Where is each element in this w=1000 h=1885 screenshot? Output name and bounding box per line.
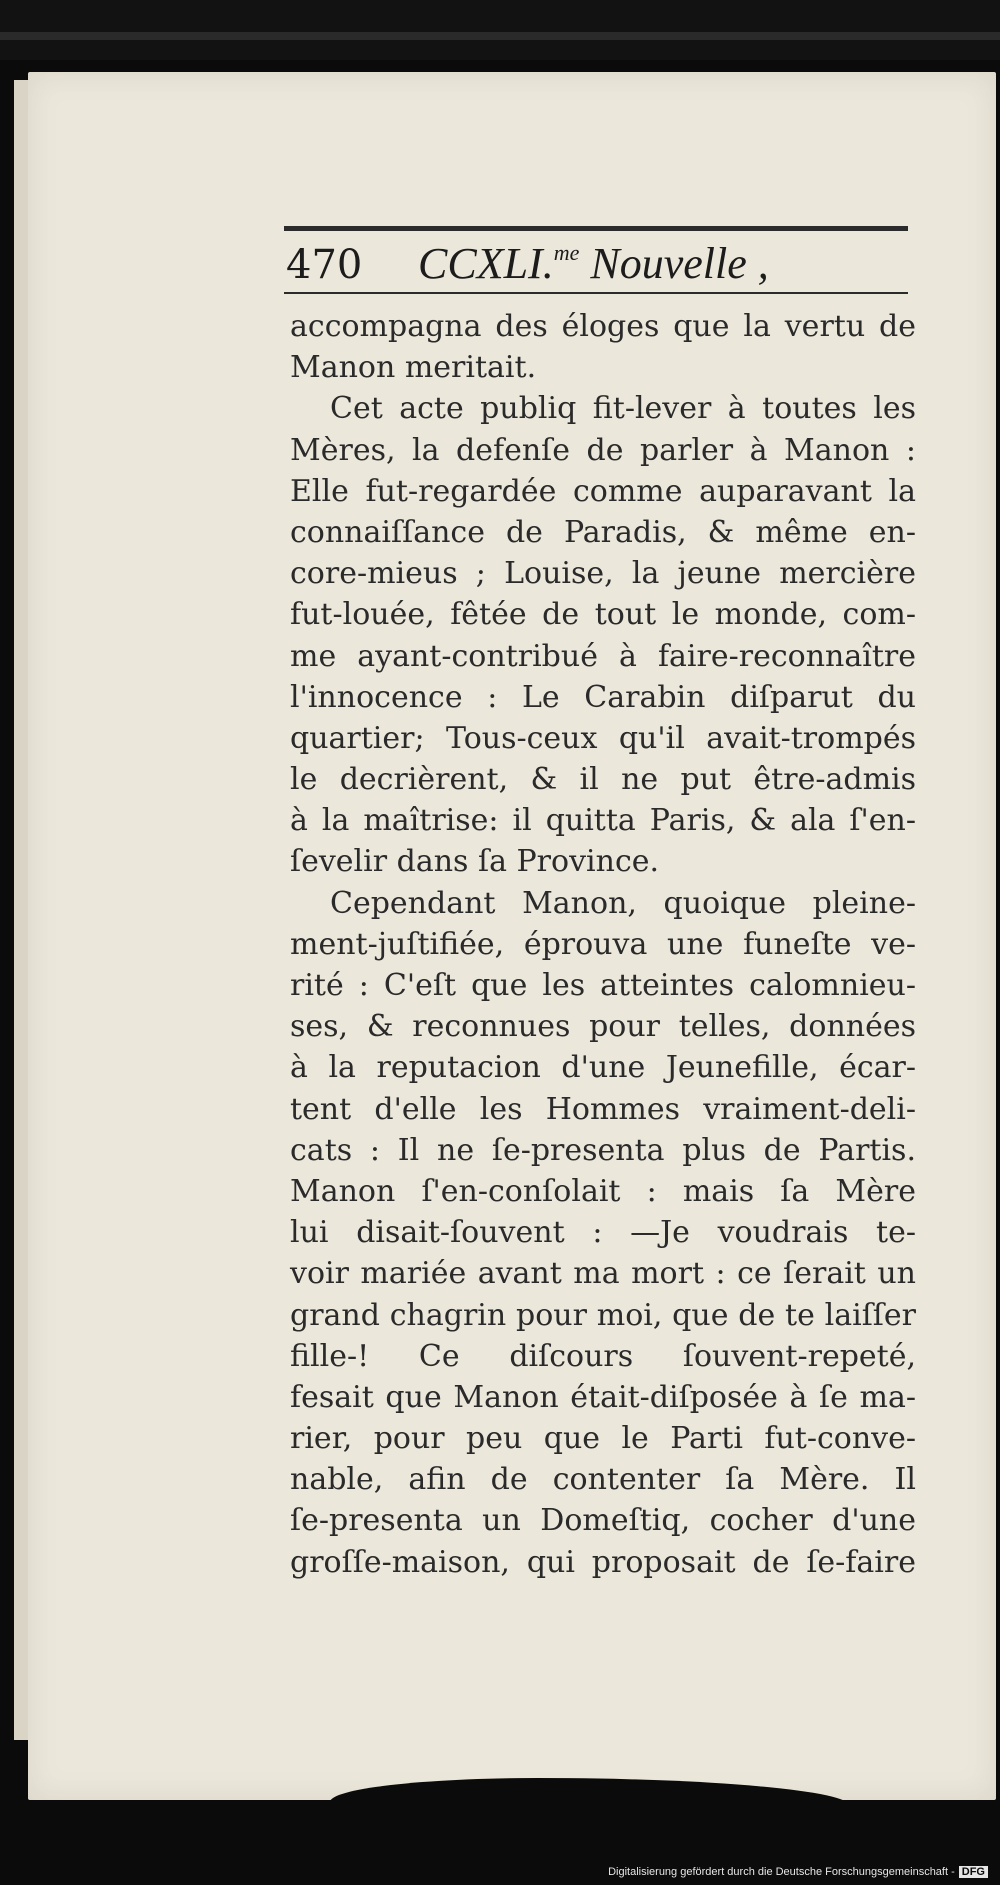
text-line: quartier; Tous-ceux qu'il avait-trompés: [290, 720, 916, 756]
text-line: groſſe-maison, qui proposait de ſe-faire: [290, 1544, 916, 1580]
digitization-credit: [608, 1866, 988, 1878]
text-line: grand chagrin pour moi, que de te laiſſer: [290, 1297, 916, 1333]
scanner-stripe: [0, 32, 1000, 40]
text-line: ſevelir dans ſa Province.: [290, 844, 660, 880]
text-line: rier, pour peu que le Parti fut-conve-: [290, 1421, 916, 1457]
text-line: Cependant Manon, quoique pleine-: [330, 885, 916, 921]
running-title: [418, 238, 769, 289]
text-line: l'innocence : Le Carabin diſparut du: [290, 679, 916, 715]
text-line: fille-! Ce diſcours ſouvent-repeté,: [290, 1338, 916, 1374]
scanner-top-band: [0, 0, 1000, 60]
running-title-main: CCXLI.: [418, 239, 554, 288]
text-line: tent d'elle les Hommes vraiment-deli-: [290, 1091, 916, 1127]
text-line: core-mieus ; Louise, la jeune mercière: [290, 556, 916, 592]
text-line: ment-juſtifiée, éprouva une funeſte ve-: [290, 926, 916, 962]
text-line: à la maîtrise: il quitta Paris, & ala ſ'en-: [290, 803, 916, 839]
text-line: à la reputacion d'une Jeunefille, écar-: [290, 1050, 916, 1086]
text-line: lui disait-ſouvent : —Je voudrais te-: [290, 1215, 916, 1251]
page-number: 470: [286, 242, 363, 288]
text-line: fut-louée, fêtée de tout le monde, com-: [290, 597, 916, 633]
text-line: Mères, la defenſe de parler à Manon :: [290, 432, 916, 468]
running-title-sup: me: [553, 240, 580, 265]
dfg-logo: DFG: [959, 1866, 988, 1878]
text-line: rité : C'eſt que les atteintes calomnieu-: [290, 968, 916, 1003]
text-line: Elle fut-regardée comme auparavant la: [290, 473, 916, 509]
text-line: Manon ſ'en-conſolait : mais ſa Mère: [290, 1173, 916, 1209]
header-rule-top: [284, 226, 908, 231]
text-line: ſe-presenta un Domeſtiq, cocher d'une: [290, 1503, 916, 1539]
page-header: [284, 226, 908, 296]
text-line: le decrièrent, & il ne put être-admis: [290, 762, 916, 798]
text-line: connaiſſance de Paradis, & même en-: [290, 514, 916, 550]
text-line: voir mariée avant ma mort : ce ſerait un: [290, 1256, 916, 1292]
text-line: nable, afin de contenter ſa Mère. Il: [290, 1462, 916, 1498]
running-title-rest: Nouvelle ,: [579, 239, 769, 288]
credit-text: Digitalisierung gefördert durch die Deutsche Forschungsgemeinschaft -: [608, 1866, 955, 1878]
body-text: [290, 306, 916, 1583]
text-line: me ayant-contribué à faire-reconnaître: [290, 638, 916, 674]
text-line: cats : Il ne ſe-presenta plus de Partis.: [290, 1132, 916, 1168]
text-line: Manon meritait.: [290, 350, 537, 386]
header-rule-bottom: [284, 292, 908, 294]
text-line: fesait que Manon était-diſposée à ſe ma-: [290, 1379, 916, 1415]
text-line: accompagna des éloges que la vertu de: [290, 309, 916, 344]
text-line: Cet acte publiq fit-lever à toutes les: [330, 391, 916, 427]
text-line: ses, & reconnues pour telles, données: [290, 1009, 916, 1045]
